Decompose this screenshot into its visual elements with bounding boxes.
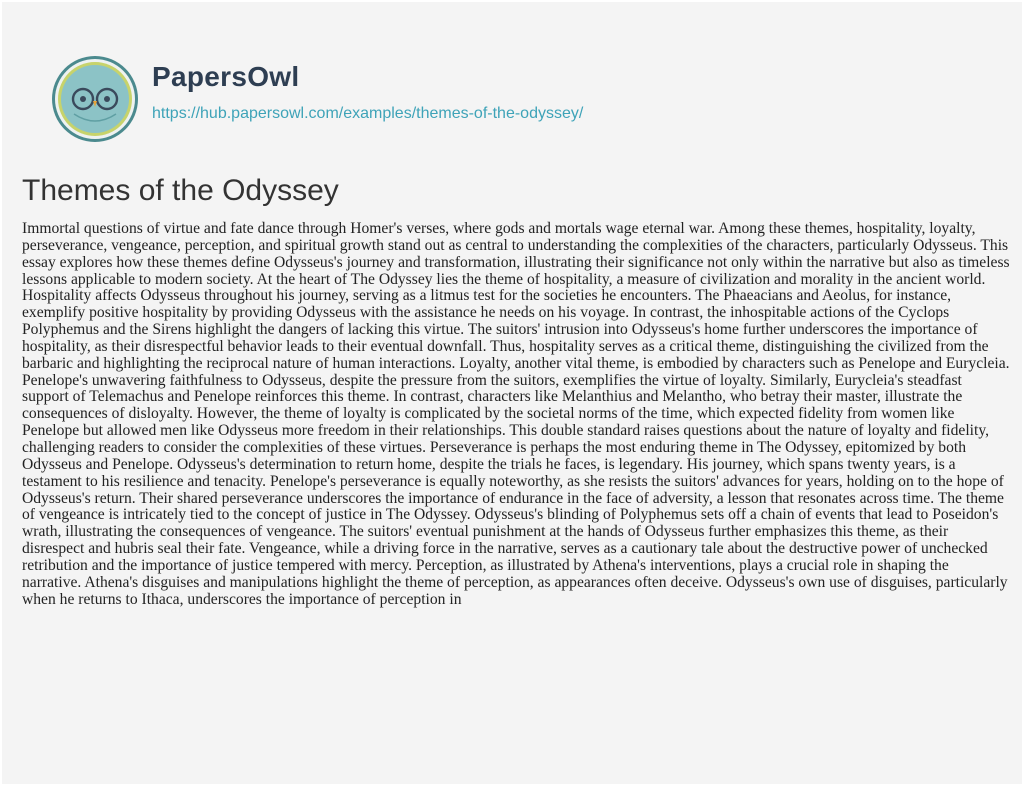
owl-logo-icon bbox=[50, 54, 140, 144]
page-title: Themes of the Odyssey bbox=[22, 174, 339, 207]
site-header bbox=[50, 54, 583, 144]
brand-block bbox=[152, 60, 583, 124]
source-url[interactable]: https://hub.papersowl.com/examples/themes-of-the-odyssey/ bbox=[152, 105, 584, 122]
essay-body: Immortal questions of virtue and fate dance through Homer's verses, where gods and mortals wage eternal war. Among these themes, hospitality, loyalty, perseverance, vengeance, perception, and spiritual growth stand out as central to understanding the complexities of the characters, particularly Odysseus. This essay explores how these themes define Odysseus's journey and transformation, illustrating their significance not only within the narrative but also as timeless lessons applicable to modern society. At the heart of The Odyssey lies the theme of hospitality, a measure of civilization and morality in the ancient world. Hospitality affects Odysseus throughout his journey, serving as a litmus test for the societies he encounters. The Phaeacians and Aeolus, for instance, exemplify positive hospitality by providing Odysseus with the assistance he needs on his voyage. In contrast, the inhospitable actions of the Cyclops Polyphemus and the Sirens highlight the dangers of lacking this virtue. The suitors' intrusion into Odysseus's home further underscores the importance of hospitality, as their disrespectful behavior leads to their eventual downfall. Thus, hospitality serves as a critical theme, distinguishing the civilized from the barbaric and highlighting the reciprocal nature of human interactions. Loyalty, another vital theme, is embodied by characters such as Penelope and Eurycleia. Penelope's unwavering faithfulness to Odysseus, despite the pressure from the suitors, exemplifies the virtue of loyalty. Similarly, Eurycleia's steadfast support of Telemachus and Penelope reinforces this theme. In contrast, characters like Melanthius and Melantho, who betray their master, illustrate the consequences of disloyalty. However, the theme of loyalty is complicated by the societal norms of the time, which expected fidelity from women like Penelope but allowed men like Odysseus more freedom in their relationships. This double standard raises questions about the nature of loyalty and fidelity, challenging readers to consider the complexities of these virtues. Perseverance is perhaps the most enduring theme in The Odyssey, epitomized by both Odysseus and Penelope. Odysseus's determination to return home, despite the trials he faces, is legendary. His journey, which spans twenty years, is a testament to his resilience and tenacity. Penelope's perseverance is equally noteworthy, as she resists the suitors' advances for years, holding on to the hope of Odysseus's return. Their shared perseverance underscores the importance of endurance in the face of adversity, a lesson that resonates across time. The theme of vengeance is intricately tied to the concept of justice in The Odyssey. Odysseus's blinding of Polyphemus sets off a chain of events that lead to Poseidon's wrath, illustrating the consequences of vengeance. The suitors' eventual punishment at the hands of Odysseus further emphasizes this theme, as their disrespect and hubris seal their fate. Vengeance, while a driving force in the narrative, serves as a cautionary tale about the destructive power of unchecked retribution and the importance of justice tempered with mercy. Perception, as illustrated by Athena's interventions, plays a crucial role in shaping the narrative. Athena's disguises and manipulations highlight the theme of perception, as appearances often deceive. Odysseus's own use of disguises, particularly when he returns to Ithaca, underscores the importance of perception in bbox=[22, 220, 1010, 608]
brand-name[interactable]: PapersOwl bbox=[152, 61, 300, 92]
